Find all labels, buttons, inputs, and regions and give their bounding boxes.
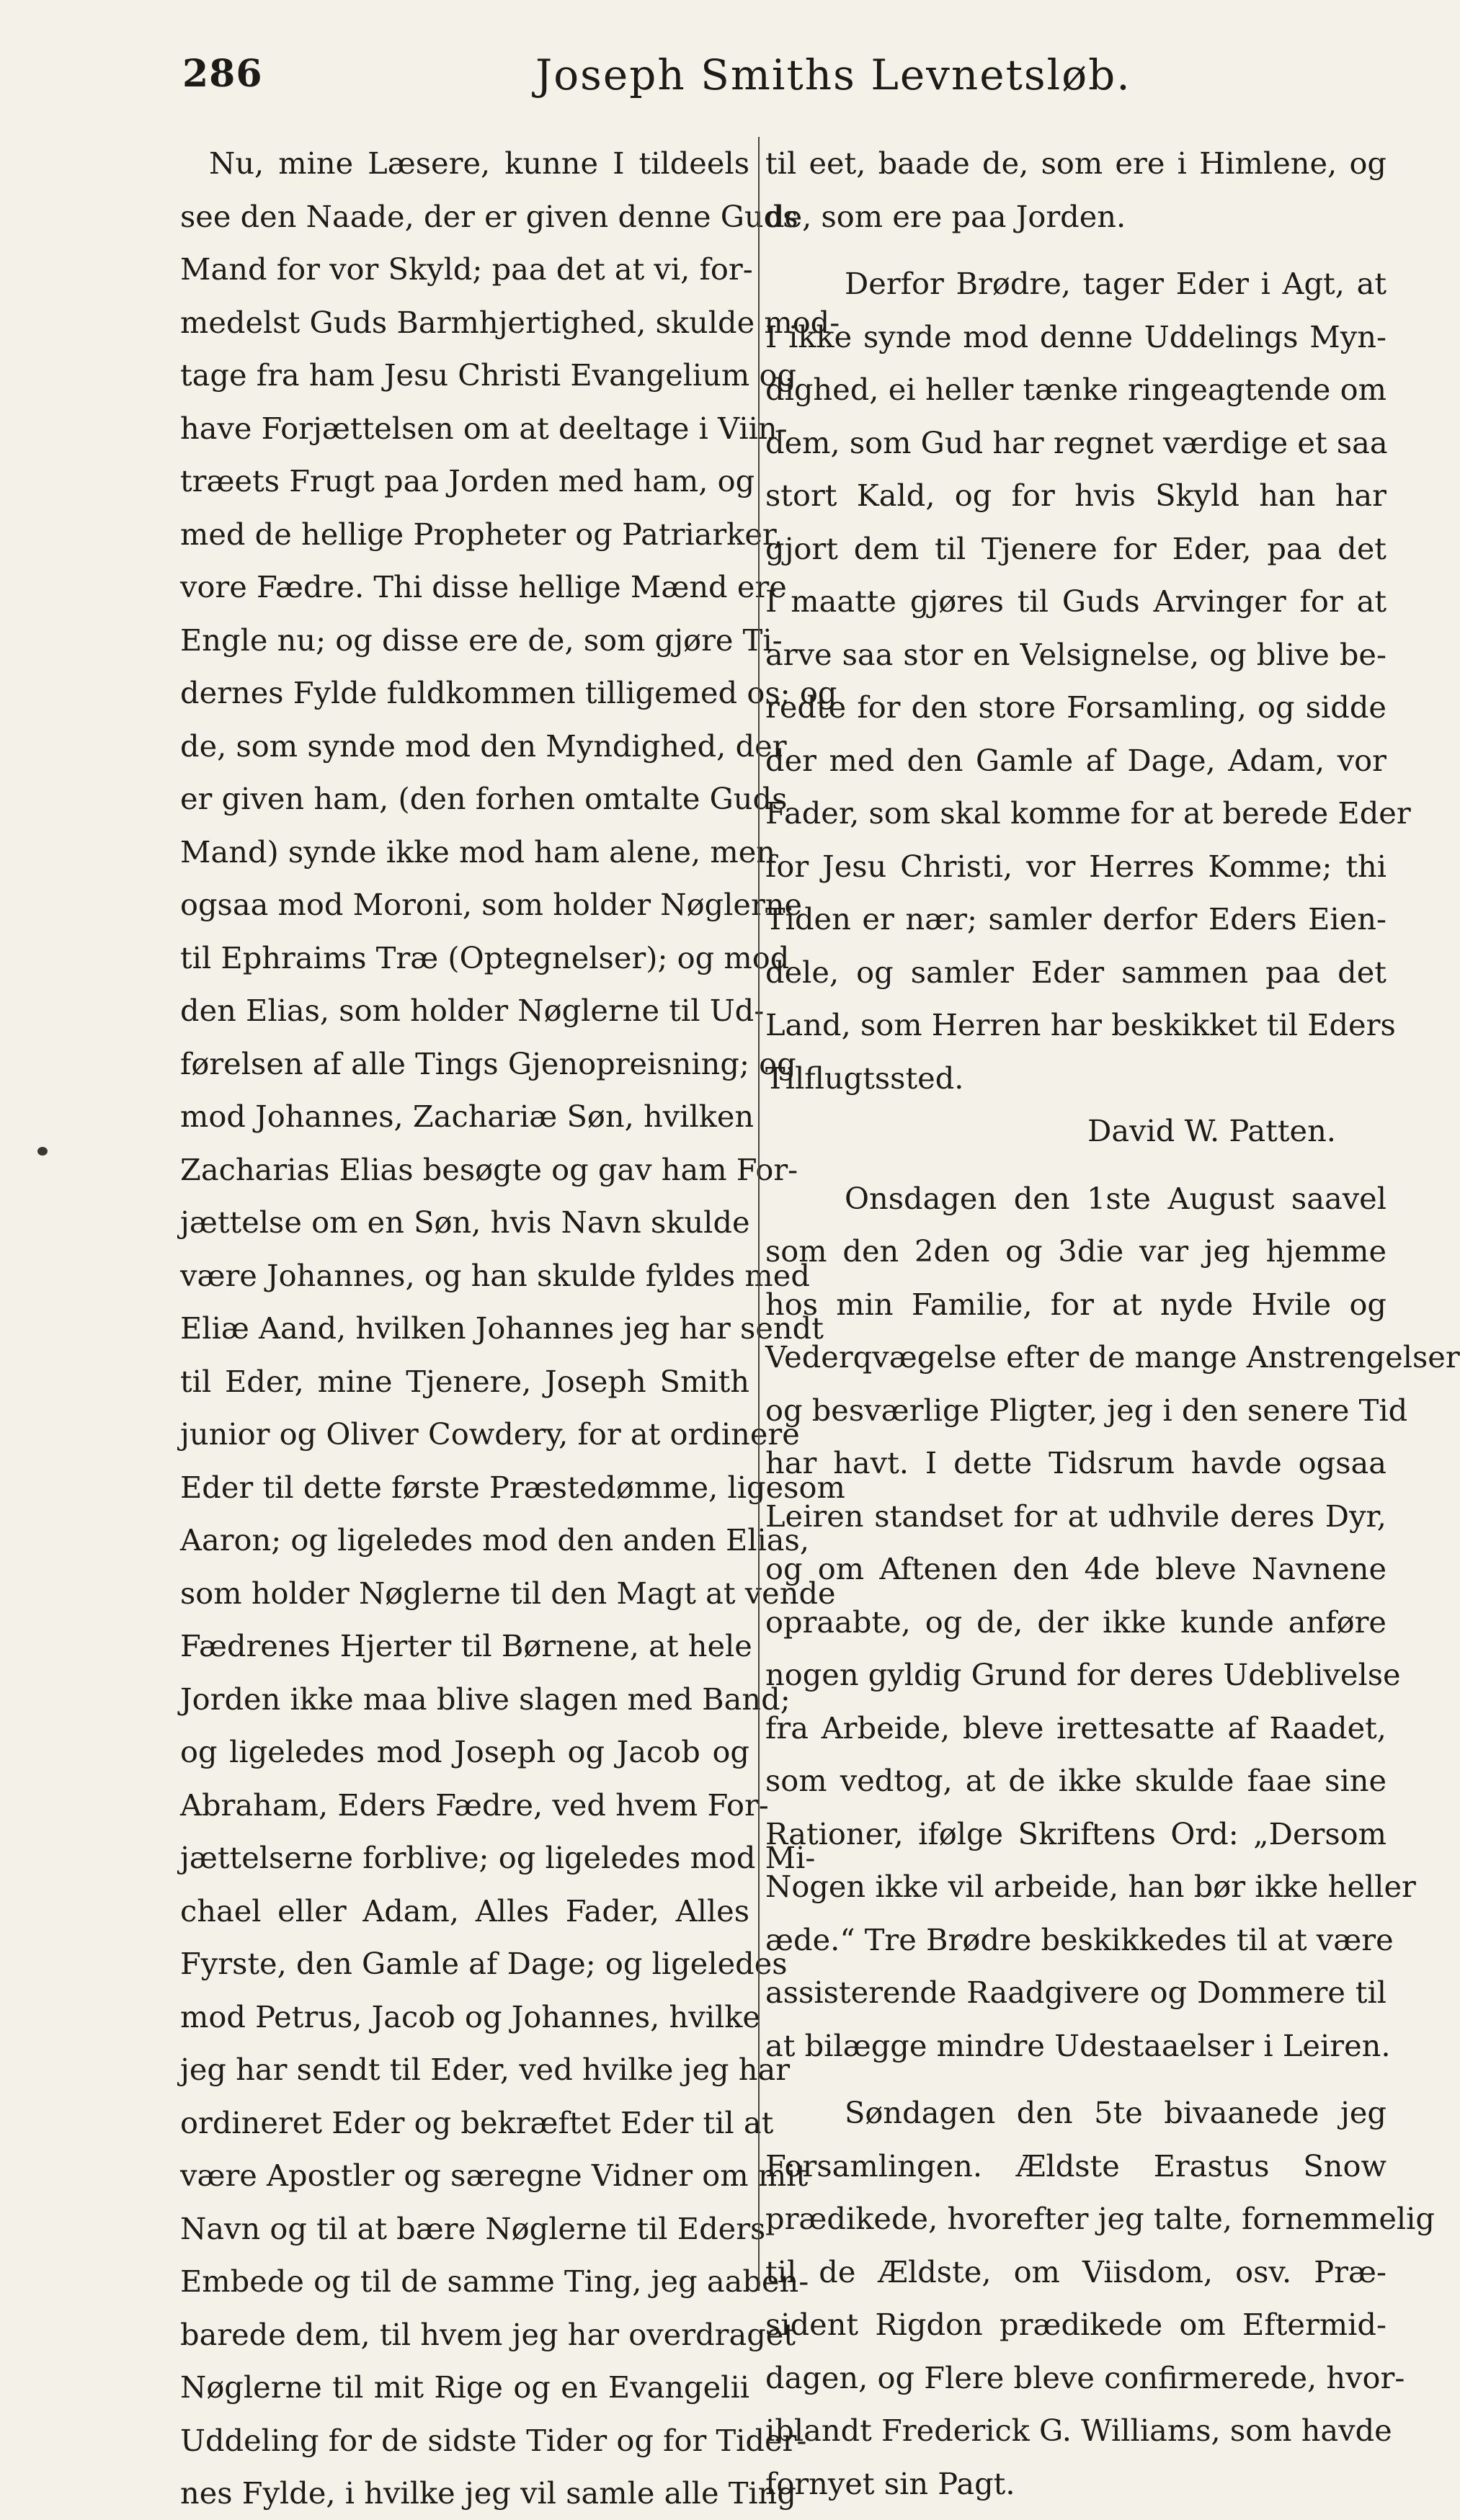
text-line: Onsdagen den 1ste August saavel (845, 1180, 1386, 1216)
text-line: Zacharias Elias besøgte og gav ham For- (180, 1151, 798, 1187)
text-line: Tiden er nær; samler derfor Eders Eien- (765, 901, 1386, 937)
text-line: Navn og til at bære Nøglerne til Eders (180, 2210, 766, 2246)
paragraph-gap (765, 243, 1386, 257)
text-line: dem, som Gud har regnet værdige et saa (765, 424, 1388, 460)
text-line: til de Ældste, om Viisdom, osv. Præ- (765, 2253, 1386, 2289)
text-line: stort Kald, og for hvis Skyld han har (765, 478, 1386, 513)
text-line: Mand) synde ikke mod ham alene, men (180, 834, 776, 870)
text-line: gjort dem til Tjenere for Eder, paa det (765, 530, 1386, 566)
text-line: æde.“ Tre Brødre beskikkedes til at være (765, 1921, 1394, 1957)
running-title: Joseph Smiths Levnetsløb. (535, 50, 1131, 99)
left-column (180, 137, 845, 2520)
text-line: opraabte, og de, der ikke kunde anføre (765, 1604, 1386, 1640)
text-line: nogen gyldig Grund for deres Udeblivelse (765, 1657, 1401, 1692)
text-line: have Forjættelsen om at deeltage i Viin- (180, 410, 788, 446)
text-line: Aaron; og ligeledes mod den anden Elias, (180, 1522, 810, 1558)
text-line: Tilflugtssted. (765, 1060, 964, 1096)
text-line: arve saa stor en Velsignelse, og blive be- (765, 636, 1386, 672)
text-line: vore Fædre. Thi disse hellige Mænd ere (180, 569, 787, 604)
text-line: medelst Guds Barmhjertighed, skulde mod- (180, 304, 840, 340)
text-line: I ikke synde mod denne Uddelings Myn- (765, 318, 1386, 354)
column-divider (758, 137, 760, 2291)
paragraph-wednesday (765, 1172, 1460, 2073)
paragraph-gap (765, 2072, 1386, 2086)
text-line: dernes Fylde fuldkommen tilligemed os; og (180, 675, 837, 710)
text-line: fra Arbeide, bleve irettesatte af Raadet, (765, 1710, 1386, 1746)
text-line: fornyet sin Pagt. (765, 2465, 1015, 2501)
text-line: junior og Oliver Cowdery, for at ordinere (180, 1416, 800, 1452)
page-header (182, 52, 1371, 110)
text-line: mod Petrus, Jacob og Johannes, hvilke (180, 1998, 760, 2034)
text-line: være Apostler og særegne Vidner om mit (180, 2158, 809, 2193)
text-line: Fædrenes Hjerter til Børnene, at hele (180, 1628, 752, 1663)
text-line: og ligeledes mod Joseph og Jacob og (180, 1734, 749, 1769)
text-line: de, som synde mod den Myndighed, der (180, 728, 787, 764)
text-line: at bilægge mindre Udestaaelser i Leiren. (765, 2027, 1391, 2063)
text-line: med de hellige Propheter og Patriarker, (180, 516, 783, 552)
text-line: chael eller Adam, Alles Fader, Alles (180, 1893, 749, 1929)
text-line: jeg har sendt til Eder, ved hvilke jeg har (180, 2052, 791, 2087)
paragraph-warning (765, 257, 1411, 1104)
text-line: see den Naade, der er given denne Guds (180, 198, 798, 234)
text-line: prædikede, hvorefter jeg talte, fornemmelig (765, 2201, 1435, 2236)
text-line: som holder Nøglerne til den Magt at vende (180, 1575, 836, 1611)
text-line: Jorden ikke maa blive slagen med Band; (180, 1681, 791, 1717)
text-line: som vedtog, at de ikke skulde faae sine (765, 1763, 1386, 1798)
text-line: ogsaa mod Moroni, som holder Nøglerne (180, 887, 803, 922)
text-line: Fader, som skal komme for at berede Eder (765, 795, 1411, 831)
text-line: til Eder, mine Tjenere, Joseph Smith (180, 1363, 749, 1399)
text-line: Forsamlingen. Ældste Erastus Snow (765, 2148, 1386, 2184)
text-line: I maatte gjøres til Guds Arvinger for at (765, 584, 1386, 619)
text-line: redte for den store Forsamling, og sidde (765, 689, 1386, 725)
right-column (765, 137, 1460, 2510)
text-line: den Elias, som holder Nøglerne til Ud- (180, 993, 765, 1028)
paragraph-gap (765, 1158, 1386, 1172)
text-line: jættelserne forblive; og ligeledes mod Mi- (180, 1840, 816, 1875)
text-line: jættelse om en Søn, hvis Navn skulde (180, 1205, 750, 1240)
text-line: er given ham, (den forhen omtalte Guds (180, 781, 788, 816)
text-line: Nogen ikke vil arbeide, han bør ikke heller (765, 1869, 1416, 1904)
text-line: Rationer, ifølge Skriftens Ord: „Dersom (765, 1815, 1386, 1851)
text-line: har havt. I dette Tidsrum havde ogsaa (765, 1445, 1386, 1480)
text-line: nes Fylde, i hvilke jeg vil samle alle Ting (180, 2475, 796, 2511)
text-line: Vederqvægelse efter de mange Anstrengelser (765, 1339, 1460, 1375)
text-line: dagen, og Flere bleve confirmerede, hvor- (765, 2359, 1405, 2395)
text-line: til eet, baade de, som ere i Himlene, og (765, 146, 1386, 181)
text-line: Derfor Brødre, tager Eder i Agt, at (845, 266, 1386, 301)
text-line: træets Frugt paa Jorden med ham, og (180, 463, 755, 499)
text-line: Søndagen den 5te bivaanede jeg (845, 2095, 1386, 2130)
page-number: 286 (182, 52, 263, 96)
signature: David W. Patten. (1087, 1113, 1336, 1148)
text-line: som den 2den og 3die var jeg hjemme (765, 1233, 1386, 1269)
text-line: assisterende Raadgivere og Dommere til (765, 1975, 1386, 2010)
text-line: Mand for vor Skyld; paa det at vi, for- (180, 251, 753, 287)
text-line: Nøglerne til mit Rige og en Evangelii (180, 2369, 749, 2405)
text-line: der med den Gamle af Dage, Adam, vor (765, 742, 1386, 778)
text-line: og besværlige Pligter, jeg i den senere Tid (765, 1392, 1408, 1428)
text-line: Uddeling for de sidste Tider og for Tider- (180, 2422, 807, 2458)
text-line: være Johannes, og han skulde fyldes med (180, 1257, 810, 1293)
ink-spot (37, 1147, 48, 1156)
text-line: Engle nu; og disse ere de, som gjøre Ti- (180, 622, 783, 658)
text-line: dighed, ei heller tænke ringeagtende om (765, 372, 1386, 407)
paragraph-sunday (765, 2086, 1435, 2510)
text-line: tage fra ham Jesu Christi Evangelium og (180, 357, 797, 393)
paragraph-continuation (765, 137, 1386, 243)
text-line: barede dem, til hvem jeg har overdraget (180, 2316, 796, 2352)
text-line: for Jesu Christi, vor Herres Komme; thi (765, 848, 1386, 884)
text-line: de, som ere paa Jorden. (765, 198, 1126, 234)
text-line: sident Rigdon prædikede om Eftermid- (765, 2307, 1386, 2342)
text-line: Land, som Herren har beskikket til Eders (765, 1007, 1396, 1042)
text-line: førelsen af alle Tings Gjenopreisning; og (180, 1045, 796, 1081)
text-line: ordineret Eder og bekræftet Eder til at (180, 2104, 774, 2140)
text-line: mod Johannes, Zachariæ Søn, hvilken (180, 1099, 755, 1134)
text-line: iblandt Frederick G. Williams, som havde (765, 2413, 1392, 2448)
text-line: Eder til dette første Præstedømme, ligesom (180, 1469, 845, 1505)
text-line: dele, og samler Eder sammen paa det (765, 954, 1386, 990)
text-line: Nu, mine Læsere, kunne I tildeels (209, 146, 749, 181)
text-line: Leiren standset for at udhvile deres Dyr, (765, 1498, 1386, 1534)
text-line: til Ephraims Træ (Optegnelser); og mod (180, 939, 790, 975)
text-line: Embede og til de samme Ting, jeg aaben- (180, 2264, 809, 2299)
text-line: og om Aftenen den 4de bleve Navnene (765, 1551, 1386, 1586)
text-line: Abraham, Eders Fædre, ved hvem For- (180, 1787, 769, 1823)
text-line: Eliæ Aand, hvilken Johannes jeg har sendt (180, 1310, 824, 1346)
text-line: hos min Familie, for at nyde Hvile og (765, 1286, 1386, 1322)
text-line: Fyrste, den Gamle af Dage; og ligeledes (180, 1946, 788, 1981)
